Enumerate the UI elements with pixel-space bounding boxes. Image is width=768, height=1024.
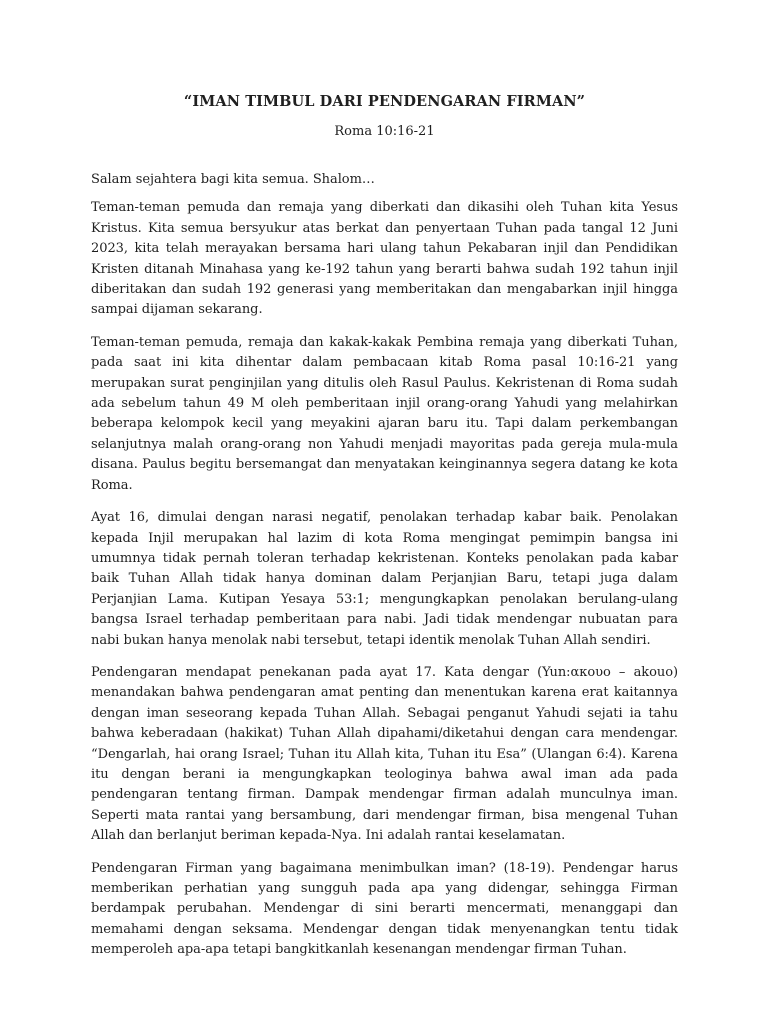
paragraph-greeting: Salam sejahtera bagi kita semua. Shalom… (91, 172, 375, 187)
document-title: “IMAN TIMBUL DARI PENDENGARAN FIRMAN” (183, 93, 586, 110)
paragraph-4: Pendengaran mendapat penekanan pada ayat 17. Kata dengar (Yun:ακουο – akouo) menandakan bahwa pendengaran amat penting dan menentukan karena erat kaitannya dengan iman seseorang kepada Tuhan Allah. Sebagai penganut Yahudi sejati ia tahu bahwa keberadaan (hakikat) Tuhan Allah dipahami/diketahui dengan cara mendengar. “Dengarlah, hai orang Israel; Tuhan itu Allah kita, Tuhan itu Esa” (Ulangan 6:4). Karena itu dengan berani ia mengungkapkan teologinya bahwa awal iman ada pada pendengaran tentang firman. Dampak mendengar firman adalah munculnya iman. Seperti mata rantai yang bersambung, dari mendengar firman, bisa mengenal Tuhan Allah dan berlanjut beriman kepada-Nya. Ini adalah rantai keselamatan. (91, 664, 678, 844)
scripture-reference: Roma 10:16-21 (334, 124, 435, 139)
document-body (91, 170, 678, 961)
paragraph-2: Teman-teman pemuda, remaja dan kakak-kakak Pembina remaja yang diberkati Tuhan, pada saat ini kita dihentar dalam pembacaan kitab Roma pasal 10:16-21 yang merupakan surat penginjilan yang ditulis oleh Rasul Paulus. Kekristenan di Roma sudah ada sebelum tahun 49 M oleh pemberitaan injil orang-orang Yahudi yang melahirkan beberapa kelompok kecil yang meyakini ajaran baru itu. Tapi dalam perkembangan selanjutnya malah orang-orang non Yahudi menjadi mayoritas pada gereja mula-mula disana. Paulus begitu bersemangat dan menyatakan keinginannya segera datang ke kota Roma. (91, 334, 678, 493)
document-page (91, 92, 678, 973)
paragraph-1: Teman-teman pemuda dan remaja yang diberkati dan dikasihi oleh Tuhan kita Yesus Kristus. Kita semua bersyukur atas berkat dan penyertaan Tuhan pada tangal 12 Juni 2023, kita telah merayakan bersama hari ulang tahun Pekabaran injil dan Pendidikan Kristen ditanah Minahasa yang ke-192 tahun yang berarti bahwa sudah 192 tahun injil diberitakan dan sudah 192 generasi yang memberitakan dan mengabarkan injil hingga sampai dijaman sekarang. (91, 200, 678, 318)
paragraph-3: Ayat 16, dimulai dengan narasi negatif, penolakan terhadap kabar baik. Penolakan kepada Injil merupakan hal lazim di kota Roma mengingat pemimpin bangsa ini umumnya tidak pernah toleran terhadap kekristenan. Konteks penolakan pada kabar baik Tuhan Allah tidak hanya dominan dalam Perjanjian Baru, tetapi juga dalam Perjanjian Lama. Kutipan Yesaya 53:1; mengungkapkan penolakan berulang-ulang bangsa Israel terhadap pemberitaan para nabi. Jadi tidak mendengar nubuatan para nabi bukan hanya menolak nabi tersebut, tetapi identik menolak Tuhan Allah sendiri. (91, 510, 678, 648)
paragraph-5: Pendengaran Firman yang bagaimana menimbulkan iman? (18-19). Pendengar harus memberikan perhatian yang sungguh pada apa yang didengar, sehingga Firman berdampak perubahan. Mendengar di sini berarti mencermati, menanggapi dan memahami dengan seksama. Mendengar dengan tidak menyenangkan tentu tidak memperoleh apa-apa tetapi bangkitkanlah kesenangan mendengar firman Tuhan. (91, 860, 678, 958)
